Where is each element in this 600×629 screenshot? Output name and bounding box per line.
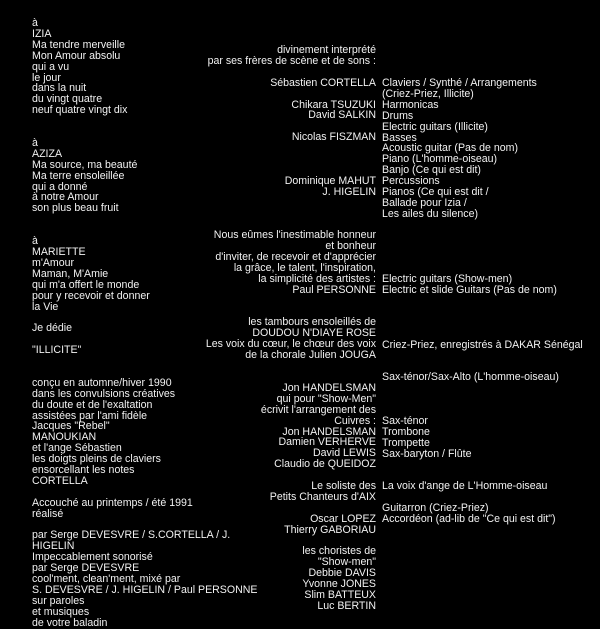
- credit-line: Le soliste des: [311, 480, 376, 493]
- role-line: Banjo (Ce qui est dit): [382, 164, 481, 177]
- dedication-line: sur paroles: [32, 594, 85, 607]
- dedication-line: Jacques "Rebel": [32, 420, 110, 433]
- credit-line: la grâce, le talent, l'inspiration,: [233, 261, 376, 274]
- dedication-line: assistées par l'ami fidèle: [32, 409, 148, 422]
- dedication-line: m'Amour: [32, 256, 75, 269]
- credit-line: Jon HANDELSMAN: [282, 425, 376, 438]
- role-line: Electric guitars (Illicite): [382, 120, 488, 133]
- dedication-line: Impeccablement sonorisé: [32, 551, 153, 564]
- spacer: [382, 329, 594, 340]
- role-line: Percussions: [382, 175, 440, 188]
- spacer: [382, 242, 594, 253]
- dedication-line: et l'ange Sébastien: [32, 442, 122, 455]
- credit-line: Damien VERHERVE: [278, 436, 376, 449]
- role-line: Sax-ténor/Sax-Alto (L'homme-oiseau): [382, 371, 559, 384]
- credit-line: la simplicité des artistes :: [258, 272, 376, 285]
- credit-line: Cuivres :: [334, 414, 376, 427]
- credit-line: Claudio de QUEIDOZ: [274, 458, 376, 471]
- dedication-line: la Vie: [32, 300, 59, 313]
- credit-line: Debbie DAVIS: [308, 567, 376, 580]
- credit-line: Luc BERTIN: [317, 599, 376, 612]
- dedication-line: à: [32, 17, 38, 29]
- credit-line: Nicolas FISZMAN: [291, 131, 376, 144]
- credit-line: Petits Chanteurs d'AIX: [269, 490, 376, 503]
- dedication-line: Accouché au printemps / été 1991: [32, 496, 193, 509]
- dedication-line: Je dédie: [32, 322, 73, 335]
- dedication-line: par Serge DEVESVRE / S.CORTELLA / J.: [32, 529, 231, 542]
- dedication-line: Ma tendre merveille: [32, 38, 126, 51]
- spacer: [160, 361, 376, 372]
- role-line: Piano (L'homme-oiseau): [382, 153, 498, 166]
- role-line: Drums: [382, 109, 414, 122]
- dedication-line: du doute et de l'exaltation: [32, 398, 153, 411]
- credit-line: qui pour "Show-Men": [276, 392, 376, 405]
- credit-line: écrivit l'arrangement des: [260, 403, 376, 416]
- dedication-line: les doigts pleins de claviers: [32, 453, 161, 466]
- credit-line: Les voix du cœur, le chœur des voix: [205, 338, 376, 351]
- role-line: Trompette: [382, 436, 430, 449]
- spacer: [382, 318, 594, 329]
- spacer: [382, 296, 594, 307]
- dedication-line: Mon Amour absolu: [32, 49, 121, 62]
- credit-line: de la chorale Julien JOUGA: [245, 349, 376, 362]
- credit-line: Paul PERSONNE: [292, 283, 376, 296]
- spacer: [160, 154, 376, 165]
- spacer: [160, 296, 376, 307]
- role-line: Claviers / Synthé / Arrangements: [382, 77, 537, 89]
- role-line: Electric et slide Guitars (Pas de nom): [382, 284, 557, 297]
- spacer: [382, 460, 594, 471]
- credit-line: Sébastien CORTELLA: [270, 76, 376, 89]
- spacer: [382, 231, 594, 242]
- role-line: Basses: [382, 131, 417, 144]
- role-line: Sax-baryton / Flûte: [382, 447, 472, 460]
- credit-line: DOUDOU N'DIAYE ROSE: [252, 327, 376, 340]
- spacer: [160, 198, 376, 209]
- role-line: Acoustic guitar (Pas de nom): [382, 142, 519, 155]
- role-line: Ballade pour Izia /: [382, 196, 467, 209]
- spacer: [382, 252, 594, 263]
- dedication-line: IZIA: [32, 27, 52, 40]
- dedication-line: pour y recevoir et donner: [32, 289, 150, 302]
- dedication-line: le jour: [32, 71, 61, 84]
- role-line: Electric guitars (Show-men): [382, 273, 513, 286]
- role-line: Harmonicas: [382, 98, 439, 111]
- credit-line: David SALKIN: [308, 109, 376, 122]
- dedication-line: MARIETTE: [32, 245, 86, 258]
- credit-line: J. HIGELIN: [322, 185, 376, 198]
- dedication-line: réalisé: [32, 507, 64, 520]
- dedication-line: à notre Amour: [32, 191, 99, 204]
- dedication-line: qui m'a offert le monde: [32, 278, 140, 291]
- dedication-line: conçu en automne/hiver 1990: [32, 376, 172, 389]
- dedication-line: qui a vu: [32, 60, 70, 73]
- spacer: [382, 351, 594, 362]
- credit-line: Chikara TSUZUKI: [291, 98, 376, 111]
- role-line: Sax-ténor: [382, 414, 428, 427]
- dedication-line: cool'ment, clean'ment, mixé par: [32, 573, 181, 586]
- credit-line: les tambours ensoleillés de: [248, 316, 376, 329]
- credit-line: David LEWIS: [313, 447, 376, 460]
- dedication-line: ensorcellant les notes: [32, 464, 135, 477]
- dedication-line: Ma terre ensoleillée: [32, 169, 125, 182]
- spacer: [382, 394, 594, 405]
- dedication-line: qui a donné: [32, 180, 88, 193]
- credit-line: Oscar LOPEZ: [310, 512, 376, 525]
- dedication-line: du vingt quatre: [32, 93, 103, 106]
- dedication-line: son plus beau fruit: [32, 202, 119, 215]
- dedication-line: par Serge DEVESVRE: [32, 562, 140, 575]
- role-line: Pianos (Ce qui est dit /: [382, 186, 489, 199]
- dedication-line: Maman, M'Amie: [32, 267, 109, 280]
- role-line: La voix d'ange de L'Homme-oiseau: [382, 480, 548, 493]
- dedication-line: neuf quatre vingt dix: [32, 104, 128, 117]
- credits-names-column: [160, 45, 376, 612]
- dedication-line: HIGELIN: [32, 540, 75, 553]
- role-line: Criez-Priez, enregistrés à DAKAR Sénégal: [382, 338, 583, 351]
- credits-roles-column: [382, 78, 594, 525]
- spacer: [160, 143, 376, 154]
- credit-line: Jon HANDELSMAN: [282, 381, 376, 394]
- credit-line: les choristes de: [302, 545, 376, 558]
- dedication-line: et musiques: [32, 605, 90, 618]
- credit-line: Thierry GABORIAU: [284, 523, 376, 536]
- dedication-line: Ma source, ma beauté: [32, 158, 138, 171]
- credit-line: "Show-men": [317, 556, 376, 569]
- dedication-line: de votre baladin: [32, 616, 108, 629]
- role-line: Accordéon (ad-lib de "Ce qui est dit"): [382, 512, 556, 525]
- spacer: [382, 383, 594, 394]
- role-line: Guitarron (Criez-Priez): [382, 502, 489, 515]
- credit-line: Dominique MAHUT: [284, 174, 376, 187]
- dedication-line: à: [32, 235, 38, 248]
- dedication-line: dans les convulsions créatives: [32, 387, 176, 400]
- dedication-line: S. DEVESVRE / J. HIGELIN / Paul PERSONNE: [32, 583, 258, 596]
- role-line: Les ailes du silence): [382, 207, 478, 220]
- role-line: Trombone: [382, 425, 430, 438]
- dedication-line: à: [32, 136, 38, 149]
- credit-line: Nous eûmes l'inestimable honneur: [213, 229, 376, 242]
- role-line: (Criez-Priez, Illicite): [382, 87, 474, 100]
- dedication-line: MANOUKIAN: [32, 431, 97, 444]
- spacer: [382, 220, 594, 231]
- spacer: [160, 208, 376, 219]
- spacer: [160, 89, 376, 100]
- credit-line: d'inviter, de recevoir et d'apprécier: [215, 251, 376, 264]
- credit-line: divinement interprété: [277, 44, 376, 56]
- credit-line: par ses frères de scène et de sons :: [207, 54, 376, 67]
- dedication-line: "ILLICITE": [32, 344, 82, 357]
- dedication-line: dans la nuit: [32, 82, 87, 95]
- credit-line: Slim BATTEUX: [304, 589, 376, 602]
- credit-line: et bonheur: [325, 240, 376, 253]
- credit-line: Yvonne JONES: [302, 578, 376, 591]
- dedication-line: AZIZA: [32, 147, 63, 160]
- dedication-line: CORTELLA: [32, 474, 88, 487]
- spacer: [382, 307, 594, 318]
